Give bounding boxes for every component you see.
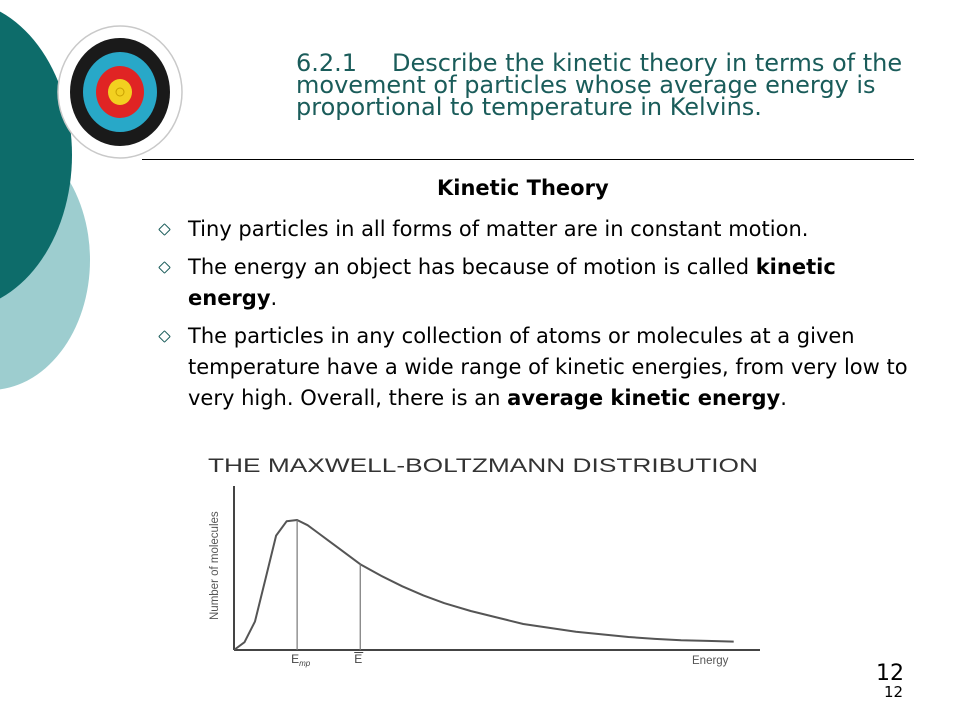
title-number: 6.2.1 <box>296 49 358 77</box>
bullet-item <box>160 214 910 245</box>
bullet-text: Tiny particles in all forms of matter are in constant motion. <box>188 217 809 241</box>
maxwell-boltzmann-chart <box>200 450 766 672</box>
bullet-bold-text: average kinetic energy <box>507 386 781 410</box>
bullet-text: The energy an object has because of motion is called <box>188 255 756 279</box>
page-number-small: 12 <box>884 683 904 701</box>
title-text: Describe the kinetic theory in terms of the movement of particles whose average energy is proportional to temperature in Kelvins. <box>296 49 903 121</box>
section-heading: Kinetic Theory <box>437 176 609 200</box>
bullet-list <box>160 214 910 421</box>
x-axis-label: Energy <box>692 655 729 667</box>
bullet-item <box>160 252 910 314</box>
page-number: 12 <box>876 661 904 686</box>
marker-label: $E_{mp}$ <box>291 652 311 668</box>
diamond-bullet-icon <box>158 330 171 343</box>
slide-title <box>296 49 936 121</box>
archery-target-icon <box>56 24 184 160</box>
diamond-bullet-icon <box>158 261 171 274</box>
bullet-text: The particles in any collection of atoms or molecules at a given temperature have a wide range of kinetic energies, from very low to very high. Overall, there is an <box>188 324 908 410</box>
chart-title: THE MAXWELL-BOLTZMANN DISTRIBUTION <box>208 455 758 477</box>
bullet-text: . <box>780 386 787 410</box>
bullet-item <box>160 321 910 414</box>
bullet-text: . <box>270 286 278 310</box>
distribution-curve <box>234 520 734 650</box>
diamond-bullet-icon <box>158 223 171 236</box>
bullet-bold-text: kinetic energy <box>188 255 836 310</box>
title-divider <box>142 159 914 160</box>
y-axis-label: Number of molecules <box>209 511 221 620</box>
marker-label: E <box>354 652 363 666</box>
